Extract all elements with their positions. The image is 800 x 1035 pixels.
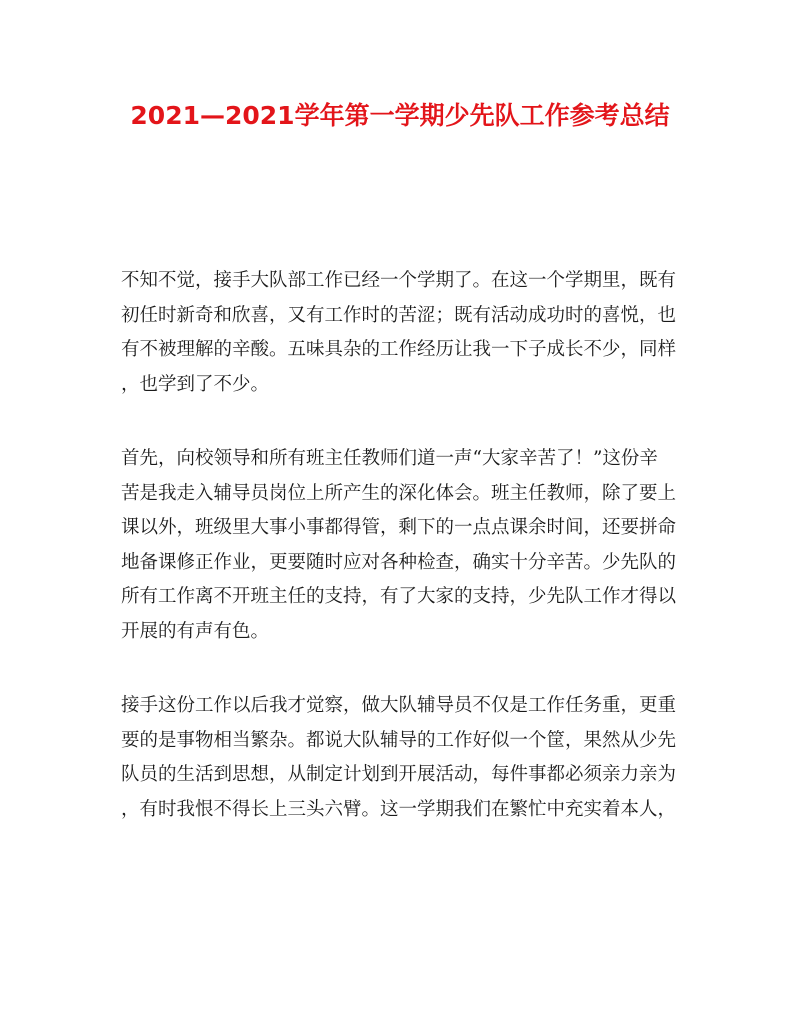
paragraph-line: 所有工作离不开班主任的支持，有了大家的支持，少先队工作才得以 bbox=[121, 586, 677, 607]
paragraph-line: 地备课修正作业，更要随时应对各种检查，确实十分辛苦。少先队的 bbox=[121, 551, 677, 573]
paragraph-line: 苦是我走入辅导员岗位上所产生的深化体会。班主任教师，除了要上 bbox=[121, 482, 677, 504]
paragraph-line: 不知不觉，接手大队部工作已经一个学期了。在这一个学期里，既有 bbox=[121, 270, 677, 291]
document-title: 2021—2021学年第一学期少先队工作参考总结 bbox=[130, 101, 670, 130]
paragraph-line: ，有时我恨不得长上三头六臂。这一学期我们在繁忙中充实着本人， bbox=[121, 798, 677, 820]
paragraph-line: 开展的有声有色。 bbox=[121, 620, 270, 642]
paragraph-line: 首先，向校领导和所有班主任教师们道一声“大家辛苦了！”这份辛 bbox=[121, 448, 658, 469]
document-body bbox=[121, 264, 681, 867]
paragraph-line: 课以外，班级里大事小事都得管，剩下的一点点课余时间，还要拼命 bbox=[121, 517, 677, 538]
paragraph-line: 有不被理解的辛酸。五味具杂的工作经历让我一下子成长不少，同样 bbox=[121, 339, 677, 360]
paragraph-line: 接手这份工作以后我才觉察，做大队辅导员不仅是工作任务重，更重 bbox=[121, 695, 677, 716]
paragraph-line: ，也学到了不少。 bbox=[121, 373, 270, 395]
paragraph-3 bbox=[121, 689, 681, 827]
paragraph-2 bbox=[121, 442, 681, 649]
paragraph-1 bbox=[121, 264, 681, 402]
paragraph-line: 队员的生活到思想，从制定计划到开展活动，每件事都必须亲力亲为 bbox=[121, 764, 677, 785]
paragraph-line: 初任时新奇和欣喜，又有工作时的苦涩；既有活动成功时的喜悦，也 bbox=[121, 304, 677, 326]
paragraph-line: 要的是事物相当繁杂。都说大队辅导的工作好似一个筐，果然从少先 bbox=[121, 729, 677, 751]
